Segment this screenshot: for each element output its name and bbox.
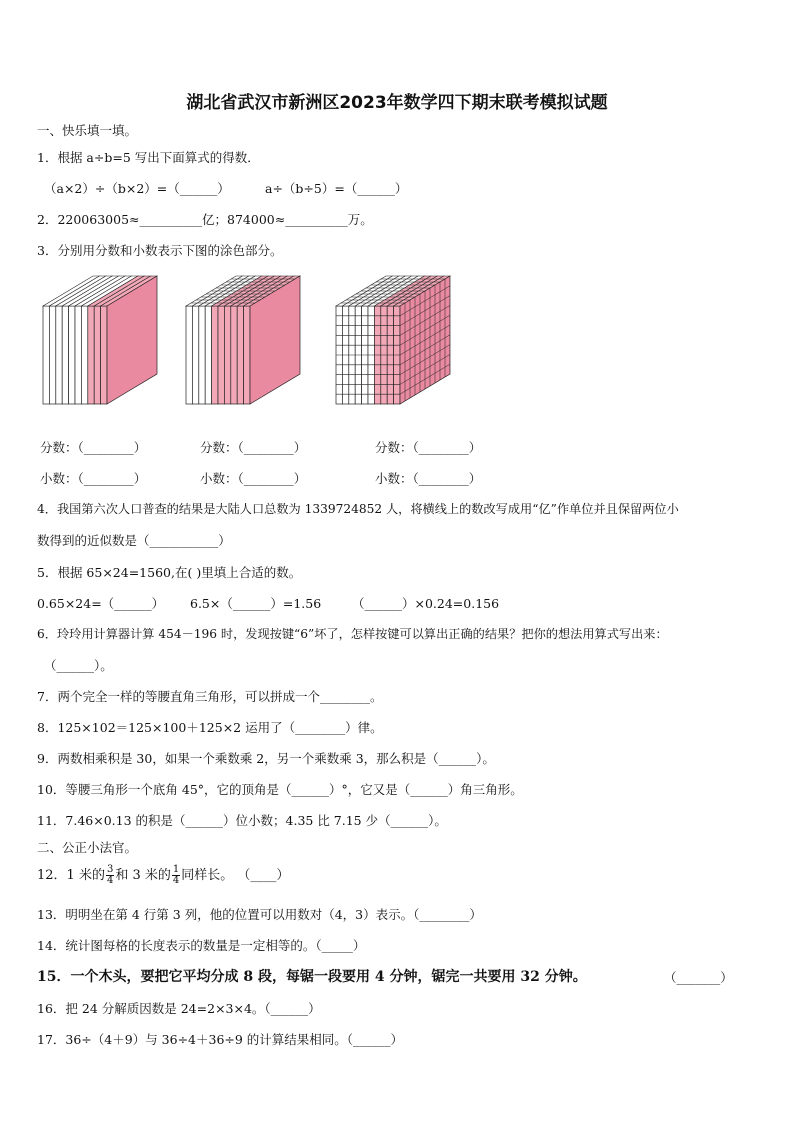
fraction-3-4: $\frac{3}{4}$ [106,864,114,886]
q3-prompt: 3．分别用分数和小数表示下图的涂色部分。 [37,243,283,258]
q8-text: 8．125×102＝125×100＋125×2 运用了（________）律。 [37,720,383,735]
q5-c: （______）×0.24=0.156 [352,596,500,611]
cube-figure-2 [183,270,303,410]
q1-left-expression: （a×2）÷（b×2）=（______） [44,181,230,196]
q5-b: 6.5×（______）=1.56 [190,596,322,611]
q16-text: 16．把 24 分解质因数是 24=2×3×4。（______） [37,1001,321,1016]
q2-text: 2．220063005≈__________亿；874000≈__________万。 [37,212,373,227]
q12-part-b: 和 3 米的 [115,868,171,883]
q6-line-2: （______）。 [44,658,113,673]
q3-decimal-answer-2[interactable]: 小数：（________） [200,471,307,486]
q1-right-expression: a÷（b÷5）=（______） [265,181,408,196]
section-1-heading: 一、快乐填一填。 [37,123,138,138]
q15-text: 15．一个木头，要把它平均分成 8 段，每锯一段要用 4 分钟，锯完一共要用 32 分钟。 [37,969,587,985]
q15-answer-blank[interactable]: （_______） [664,970,733,985]
q13-text: 13．明明坐在第 4 行第 3 列，他的位置可以用数对（4，3）表示。（________） [37,907,482,922]
section-2-heading: 二、公正小法官。 [37,840,138,855]
q9-text: 9．两数相乘积是 30，如果一个乘数乘 2，另一个乘数乘 3，那么积是（______）。 [37,751,495,766]
fraction-1-4: $\frac{1}{4}$ [172,864,180,886]
q14-text: 14．统计图每格的长度表示的数量是一定相等的。（_____） [37,938,366,953]
q10-text: 10．等腰三角形一个底角 45°，它的顶角是（______）°，它又是（______）角三角形。 [37,782,523,797]
q4-line-1: 4．我国第六次人口普查的结果是大陆人口总数为 1339724852 人，将横线上的数改写成用“亿”作单位并且保留两位小 [37,502,679,516]
q7-text: 7．两个完全一样的等腰直角三角形，可以拼成一个________。 [37,689,383,704]
q6-line-1: 6．玲玲用计算器计算 454－196 时，发现按键“6”坏了，怎样按键可以算出正确的结果？把你的想法用算式写出来： [37,627,668,641]
q12-part-c: 同样长。 （____） [181,868,290,883]
q11-text: 11．7.46×0.13 的积是（______）位小数；4.35 比 7.15 少（______）。 [37,813,447,828]
q5-prompt: 5．根据 65×24=1560,在( )里填上合适的数。 [37,565,302,580]
q3-fraction-answer-3[interactable]: 分数：（________） [375,440,482,455]
cube-figure-3 [333,270,453,410]
page-title: 湖北省武汉市新洲区2023年数学四下期末联考模拟试题 [186,93,608,113]
q4-line-2: 数得到的近似数是（___________） [37,533,231,548]
q1-prompt: 1．根据 a÷b=5 写出下面算式的得数． [37,150,260,165]
cube-figure-1 [40,270,160,410]
q3-decimal-answer-3[interactable]: 小数：（________） [375,471,482,486]
q5-a: 0.65×24=（______） [37,596,165,611]
q12-part-a: 12．1 米的 [37,868,105,883]
q12-text [37,864,289,886]
q3-decimal-answer-1[interactable]: 小数：（________） [40,471,147,486]
q3-fraction-answer-2[interactable]: 分数：（________） [200,440,307,455]
q17-text: 17．36÷（4＋9）与 36÷4＋36÷9 的计算结果相同。（______） [37,1032,404,1047]
q3-fraction-answer-1[interactable]: 分数：（________） [40,440,147,455]
